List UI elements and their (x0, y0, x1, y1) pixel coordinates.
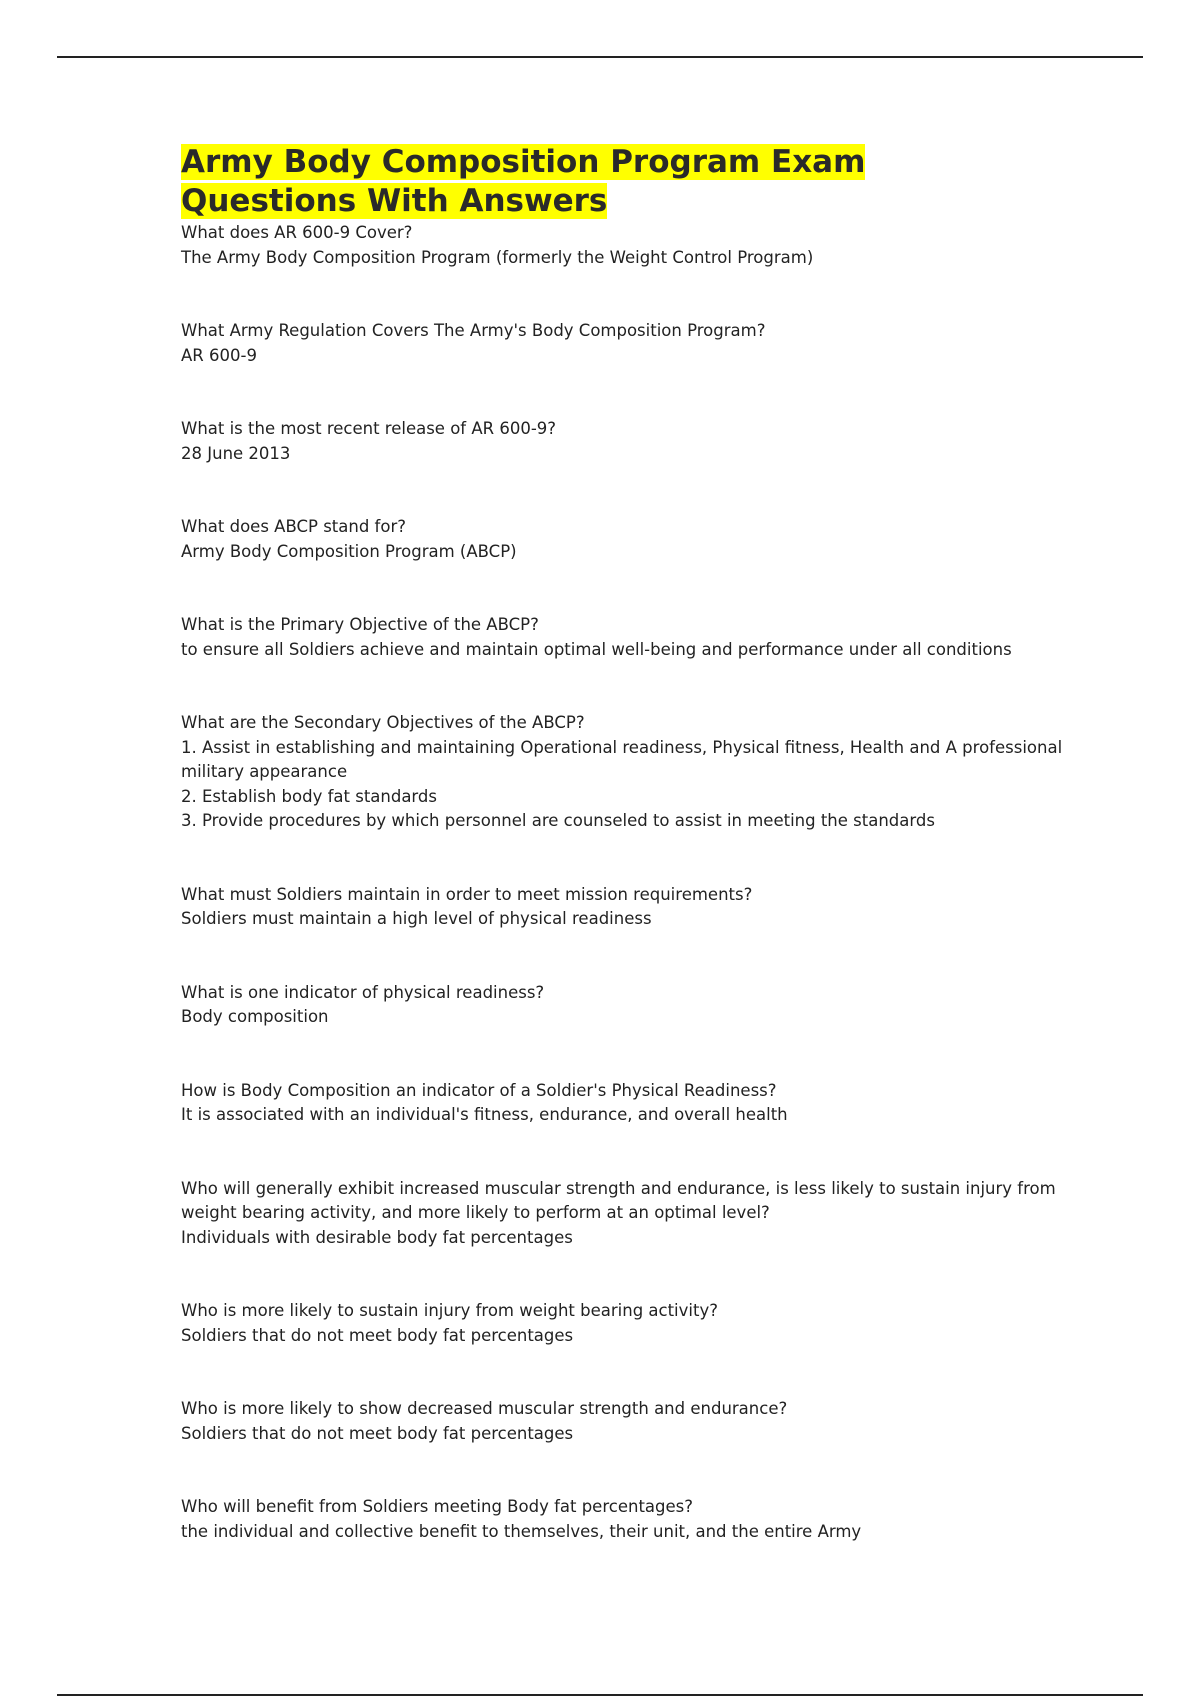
question-text: Who will generally exhibit increased muscular strength and endurance, is less likely to sustain injury from weight bearing activity, and more likely to perform at an optimal level? (181, 1178, 1056, 1222)
answer-text: Individuals with desirable body fat percentages (181, 1227, 573, 1247)
qa-item (181, 613, 1081, 662)
qa-item (181, 221, 1081, 270)
qa-item (181, 1299, 1081, 1348)
qa-item (181, 1495, 1081, 1544)
qa-list (181, 221, 1081, 1544)
answer-text: Body composition (181, 1007, 329, 1026)
answer-text: Soldiers that do not meet body fat percentages (181, 1423, 574, 1443)
qa-item (181, 417, 1081, 466)
answer-text: to ensure all Soldiers achieve and maintain optimal well-being and performance under all conditions (181, 639, 1012, 659)
qa-item (181, 1397, 1081, 1446)
answer-text: Soldiers must maintain a high level of physical readiness (181, 909, 652, 928)
qa-item (181, 319, 1081, 368)
title-line: Questions With Answers (181, 183, 608, 219)
top-divider (57, 56, 1143, 58)
answer-text: Army Body Composition Program (ABCP) (181, 541, 517, 561)
bottom-divider (57, 1694, 1143, 1696)
question-text: How is Body Composition an indicator of a Soldier's Physical Readiness? (181, 1080, 777, 1100)
document-body (181, 143, 1081, 1593)
answer-text: 1. Assist in establishing and maintaining Operational readiness, Physical fitness, Health and A professional military appearance (181, 737, 1063, 781)
question-text: What Army Regulation Covers The Army's Body Composition Program? (181, 321, 766, 340)
question-text: What does ABCP stand for? (181, 517, 406, 536)
title-line: Army Body Composition Program Exam (181, 144, 866, 180)
question-text: What does AR 600-9 Cover? (181, 223, 413, 242)
answer-text: The Army Body Composition Program (formerly the Weight Control Program) (181, 247, 814, 267)
question-text: What is the most recent release of AR 600-9? (181, 419, 557, 438)
qa-item (181, 1177, 1081, 1251)
qa-item (181, 711, 1081, 834)
qa-item (181, 1079, 1081, 1128)
answer-text: Soldiers that do not meet body fat percentages (181, 1325, 574, 1345)
qa-item (181, 883, 1081, 932)
question-text: Who is more likely to show decreased muscular strength and endurance? (181, 1399, 788, 1418)
question-text: Who is more likely to sustain injury from weight bearing activity? (181, 1301, 718, 1320)
answer-text: the individual and collective benefit to themselves, their unit, and the entire Army (181, 1521, 862, 1541)
question-text: What is one indicator of physical readiness? (181, 982, 545, 1002)
question-text: What is the Primary Objective of the ABCP? (181, 615, 539, 634)
question-text: What must Soldiers maintain in order to meet mission requirements? (181, 884, 753, 904)
answer-text: 3. Provide procedures by which personnel are counseled to assist in meeting the standards (181, 811, 935, 830)
question-text: Who will benefit from Soldiers meeting Body fat percentages? (181, 1497, 693, 1516)
answer-text: 2. Establish body fat standards (181, 786, 437, 806)
qa-item (181, 981, 1081, 1030)
qa-item (181, 515, 1081, 564)
question-text: What are the Secondary Objectives of the ABCP? (181, 713, 585, 732)
answer-text: 28 June 2013 (181, 443, 291, 463)
answer-text: It is associated with an individual's fitness, endurance, and overall health (181, 1105, 788, 1124)
document-title (181, 143, 1081, 221)
answer-text: AR 600-9 (181, 345, 257, 365)
